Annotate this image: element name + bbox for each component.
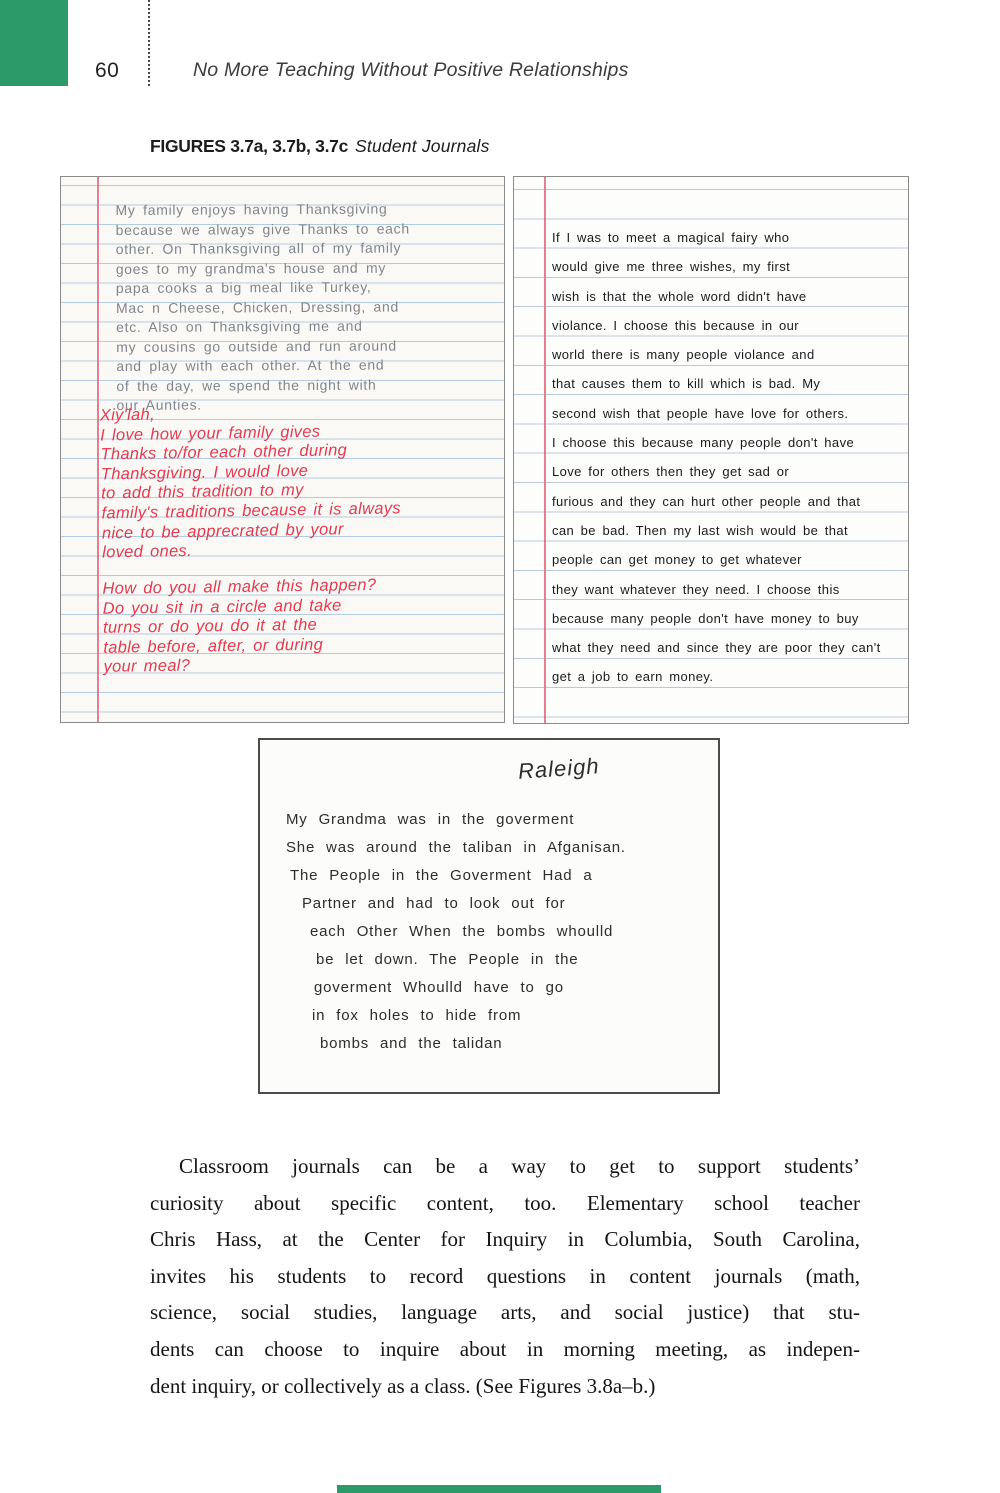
handwriting-line: be let down. The People in the: [316, 951, 579, 968]
running-head: No More Teaching Without Positive Relationships: [193, 59, 629, 81]
handwriting-line: goes to my grandma's house and my: [115, 259, 387, 277]
handwriting-line: If I was to meet a magical fairy who: [552, 230, 790, 245]
handwriting-line: Partner and had to look out for: [302, 895, 566, 912]
journal-photo-three-wishes: [513, 176, 909, 724]
handwriting-line: would give me three wishes, my first: [552, 259, 791, 275]
student-pencil-entry: [115, 199, 498, 415]
teacher-red-questions: [102, 574, 503, 678]
handwriting-line: Do you sit in a circle and take: [102, 596, 342, 618]
body-text-line: invites his students to record questions in content journals (math,: [150, 1263, 860, 1288]
handwriting-line: people can get money to get whatever: [552, 552, 802, 568]
handwriting-line: second wish that people have love for others.: [552, 405, 849, 421]
handwriting-line: furious and they can hurt other people and that: [552, 493, 861, 509]
handwriting-line: How do you all make this happen?: [102, 575, 377, 598]
page-corner-accent: [0, 0, 68, 86]
handwriting-line: goverment Whoulld have to go: [314, 979, 564, 996]
teacher-red-reply: [100, 400, 503, 564]
handwriting-line: etc. Also on Thanksgiving me and: [116, 317, 363, 335]
handwriting-line: I love how your family gives: [100, 422, 321, 445]
handwriting-line: because we always give Thanks to each: [115, 219, 410, 238]
page-number: 60: [95, 59, 120, 82]
handwriting-line: I choose this because many people don't have: [552, 435, 855, 451]
handwriting-line: nice to be apprecrated by your: [101, 519, 344, 543]
handwriting-line: bombs and the talidan: [320, 1035, 503, 1052]
body-text-line: science, social studies, language arts, and social justice) that stu-: [150, 1300, 860, 1325]
handwriting-line: Xiy'lah,: [99, 405, 156, 425]
handwriting-line: Love for others then they get sad or: [552, 464, 790, 480]
handwriting-line: my cousins go outside and run around: [116, 337, 397, 355]
body-text-line: Chris Hass, at the Center for Inquiry in Columbia, South Carolina,: [150, 1227, 860, 1252]
handwriting-line: loved ones.: [102, 542, 193, 562]
student-marker-entry: [286, 806, 710, 1058]
ruled-paper-margin-line: [97, 177, 99, 722]
handwriting-line: what they need and since they are poor they can't: [552, 640, 881, 656]
handwriting-line: family's traditions because it is always: [101, 499, 401, 523]
handwriting-line: they want whatever they need. I choose this: [552, 581, 840, 597]
handwriting-line: My family enjoys having Thanksgiving: [115, 200, 388, 219]
footer-accent-bar: [337, 1485, 661, 1493]
handwriting-line: violance. I choose this because in our: [552, 317, 799, 333]
handwriting-line: table before, after, or during: [103, 635, 324, 657]
handwriting-line: can be bad. Then my last wish would be that: [552, 522, 848, 538]
handwriting-line: My Grandma was in the goverment: [286, 811, 575, 828]
journal-photo-grandma: [258, 738, 720, 1094]
handwriting-line: your meal?: [103, 656, 191, 677]
handwriting-line: wish is that the whole word didn't have: [552, 288, 807, 304]
dotted-divider: [148, 0, 150, 86]
figure-caption-label: FIGURES 3.7a, 3.7b, 3.7c: [150, 136, 349, 156]
handwriting-line: that causes them to kill which is bad. My: [552, 376, 821, 392]
handwriting-line: Thanksgiving. I would love: [100, 461, 309, 484]
handwriting-line: Mac n Cheese, Chicken, Dressing, and: [115, 298, 400, 316]
student-signature: Raleigh: [517, 753, 601, 784]
handwriting-line: our Aunties.: [116, 396, 202, 413]
journal-photo-thanksgiving: [60, 176, 505, 723]
handwriting-line: and play with each other. At the end: [116, 356, 385, 374]
handwriting-line: get a job to earn money.: [552, 669, 714, 685]
handwriting-line: She was around the taliban in Afganisan.: [286, 839, 626, 856]
handwriting-line: turns or do you do it at the: [102, 615, 318, 637]
figure-caption: [150, 136, 490, 157]
body-text-line: dent inquiry, or collectively as a class. (See Figures 3.8a–b.): [150, 1373, 656, 1398]
handwriting-line: to add this tradition to my: [101, 481, 304, 503]
body-text-line: curiosity about specific content, too. Elementary school teacher: [150, 1190, 860, 1215]
handwriting-line: The People in the Goverment Had a: [290, 867, 593, 884]
handwriting-line: because many people don't have money to buy: [552, 610, 859, 626]
ruled-paper-margin-line: [544, 177, 546, 723]
handwriting-line: in fox holes to hide from: [312, 1007, 522, 1024]
handwriting-line: other. On Thanksgiving all of my family: [115, 239, 402, 258]
handwriting-line: world there is many people violance and: [552, 347, 815, 363]
body-paragraph: [150, 1148, 860, 1404]
body-text-line: Classroom journals can be a way to get to support students’: [179, 1154, 860, 1178]
handwriting-line: Thanks to/for each other during: [100, 441, 348, 464]
figure-caption-title: Student Journals: [355, 136, 490, 156]
handwriting-line: papa cooks a big meal like Turkey,: [115, 278, 372, 297]
student-ink-entry: [552, 223, 904, 692]
body-text-line: dents can choose to inquire about in morning meeting, as indepen-: [150, 1336, 860, 1361]
handwriting-line: each Other When the bombs whoulld: [310, 923, 614, 940]
handwriting-line: of the day, we spend the night with: [116, 376, 377, 394]
